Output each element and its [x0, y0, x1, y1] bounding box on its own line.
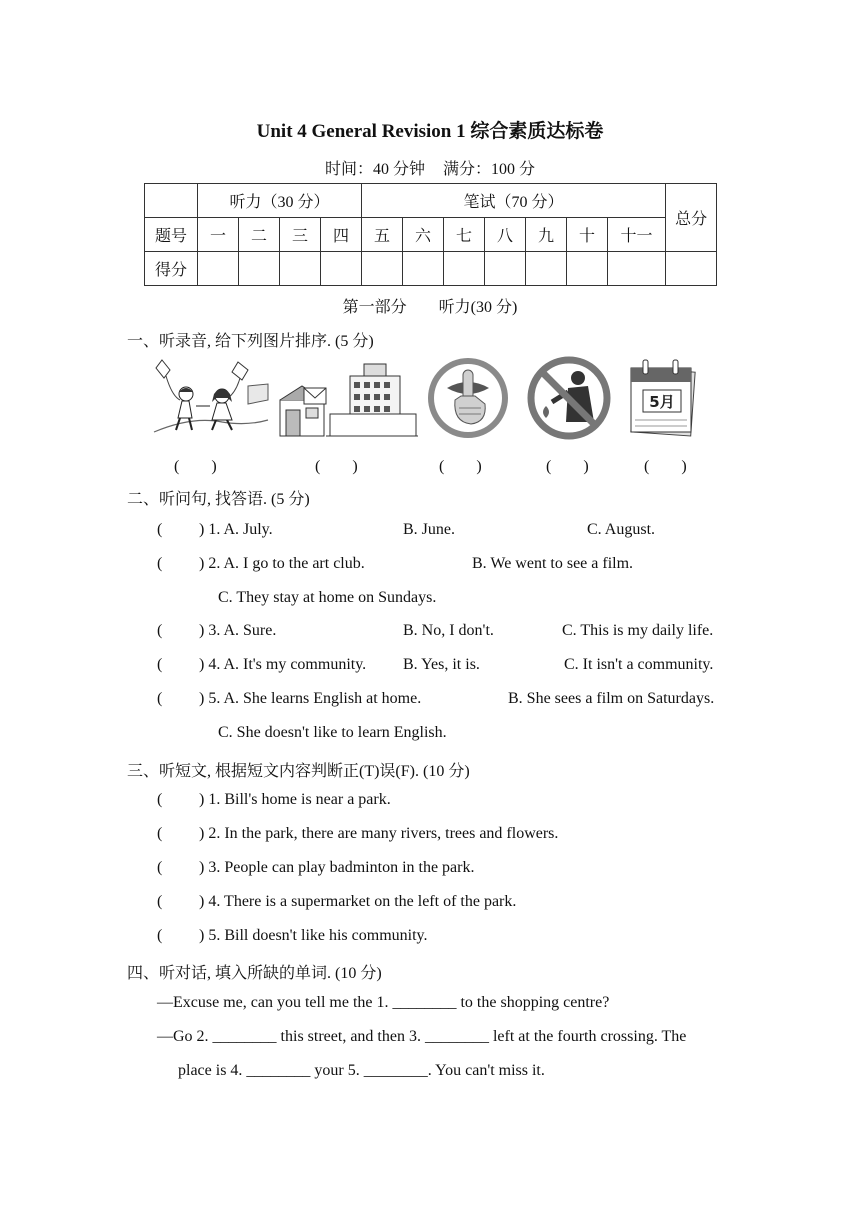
- statement: ) 5. Bill doesn't like his community.: [199, 927, 428, 944]
- kite-children-icon: [152, 356, 270, 440]
- score-cell[interactable]: [239, 252, 280, 286]
- hush-icon: [425, 356, 511, 440]
- answer-blank-open[interactable]: (: [157, 825, 163, 842]
- question-option-a: ) 3. A. Sure.: [199, 622, 277, 639]
- writing-header: 笔试（70 分）: [362, 184, 666, 218]
- total-score-cell[interactable]: [666, 252, 717, 286]
- score-table: [144, 183, 717, 286]
- answer-blank[interactable]: ( ): [174, 458, 217, 475]
- question-option-c: C. August.: [587, 521, 656, 538]
- part-name: 听力(30 分): [438, 299, 518, 316]
- section-4-heading: 四、听对话, 填入所缺的单词. (10 分): [127, 965, 382, 982]
- time-limit: 时间：40 分钟: [324, 161, 425, 178]
- question-option-c: C. She doesn't like to learn English.: [218, 724, 447, 741]
- answer-blank-open[interactable]: (: [157, 521, 163, 538]
- listening-header: 听力（30 分）: [198, 184, 362, 218]
- question-number-label: 题号: [145, 218, 198, 252]
- question-option-a: ) 4. A. It's my community.: [199, 656, 367, 673]
- page-title: Unit 4 General Revision 1 综合素质达标卷: [256, 121, 604, 142]
- score-cell[interactable]: [526, 252, 567, 286]
- picture-row: [152, 356, 712, 442]
- dialogue-line: place is 4. ________ your 5. ________. You can't miss it.: [178, 1062, 545, 1079]
- answer-blank[interactable]: ( ): [546, 458, 589, 475]
- section-2-heading: 二、听问句, 找答语. (5 分): [127, 491, 310, 508]
- total-header: 总分: [666, 184, 717, 252]
- no-littering-icon: [526, 356, 612, 440]
- col-label: 八: [485, 218, 526, 252]
- answer-blank-open[interactable]: (: [157, 622, 163, 639]
- answer-blank[interactable]: ( ): [315, 458, 358, 475]
- question-option-b: B. Yes, it is.: [403, 656, 480, 673]
- col-label: 三: [280, 218, 321, 252]
- question-option-b: B. No, I don't.: [403, 622, 494, 639]
- score-cell[interactable]: [608, 252, 666, 286]
- score-row-label: 得分: [145, 252, 198, 286]
- question-option-b: B. We went to see a film.: [472, 555, 634, 572]
- answer-blank-open[interactable]: (: [157, 690, 163, 707]
- score-cell[interactable]: [362, 252, 403, 286]
- question-option-c: C. It isn't a community.: [564, 656, 714, 673]
- part-heading: [0, 294, 860, 317]
- score-cell[interactable]: [280, 252, 321, 286]
- buildings-icon: [278, 356, 418, 440]
- section-3-heading: 三、听短文, 根据短文内容判断正(T)误(F). (10 分): [127, 763, 470, 780]
- question-option-a: ) 5. A. She learns English at home.: [199, 690, 422, 707]
- question-option-c: C. They stay at home on Sundays.: [218, 589, 437, 606]
- col-label: 二: [239, 218, 280, 252]
- question-option-c: C. This is my daily life.: [562, 622, 714, 639]
- score-cell[interactable]: [444, 252, 485, 286]
- answer-blank[interactable]: ( ): [644, 458, 687, 475]
- score-cell[interactable]: [321, 252, 362, 286]
- section-1-heading: 一、听录音, 给下列图片排序. (5 分): [127, 333, 374, 350]
- statement: ) 4. There is a supermarket on the left of the park.: [199, 893, 517, 910]
- score-cell[interactable]: [198, 252, 239, 286]
- calendar-icon: [627, 356, 697, 440]
- question-option-b: B. June.: [403, 521, 455, 538]
- score-cell[interactable]: [403, 252, 444, 286]
- statement: ) 3. People can play badminton in the park.: [199, 859, 475, 876]
- col-label: 六: [403, 218, 444, 252]
- col-label: 五: [362, 218, 403, 252]
- question-option-b: B. She sees a film on Saturdays.: [508, 690, 715, 707]
- col-label: 四: [321, 218, 362, 252]
- statement: ) 2. In the park, there are many rivers, trees and flowers.: [199, 825, 559, 842]
- question-option-a: ) 2. A. I go to the art club.: [199, 555, 365, 572]
- score-cell[interactable]: [567, 252, 608, 286]
- full-score: 满分：100 分: [443, 161, 536, 178]
- answer-blank-open[interactable]: (: [157, 927, 163, 944]
- answer-blank-open[interactable]: (: [157, 656, 163, 673]
- col-label: 七: [444, 218, 485, 252]
- question-option-a: ) 1. A. July.: [199, 521, 273, 538]
- dialogue-line: —Excuse me, can you tell me the 1. ________ to the shopping centre?: [157, 994, 610, 1011]
- col-label: 九: [526, 218, 567, 252]
- answer-blank-open[interactable]: (: [157, 791, 163, 808]
- score-cell[interactable]: [485, 252, 526, 286]
- exam-info: [0, 156, 860, 179]
- col-label: 十一: [608, 218, 666, 252]
- answer-blank-open[interactable]: (: [157, 859, 163, 876]
- score-table-corner: [145, 184, 198, 218]
- col-label: 一: [198, 218, 239, 252]
- answer-blank-open[interactable]: (: [157, 893, 163, 910]
- statement: ) 1. Bill's home is near a park.: [199, 791, 391, 808]
- answer-blank-open[interactable]: (: [157, 555, 163, 572]
- part-label: 第一部分: [342, 299, 407, 316]
- col-label: 十: [567, 218, 608, 252]
- calendar-month-text: 5月: [649, 393, 675, 411]
- dialogue-line: —Go 2. ________ this street, and then 3. ________ left at the fourth crossing. The: [157, 1028, 687, 1045]
- answer-blank[interactable]: ( ): [439, 458, 482, 475]
